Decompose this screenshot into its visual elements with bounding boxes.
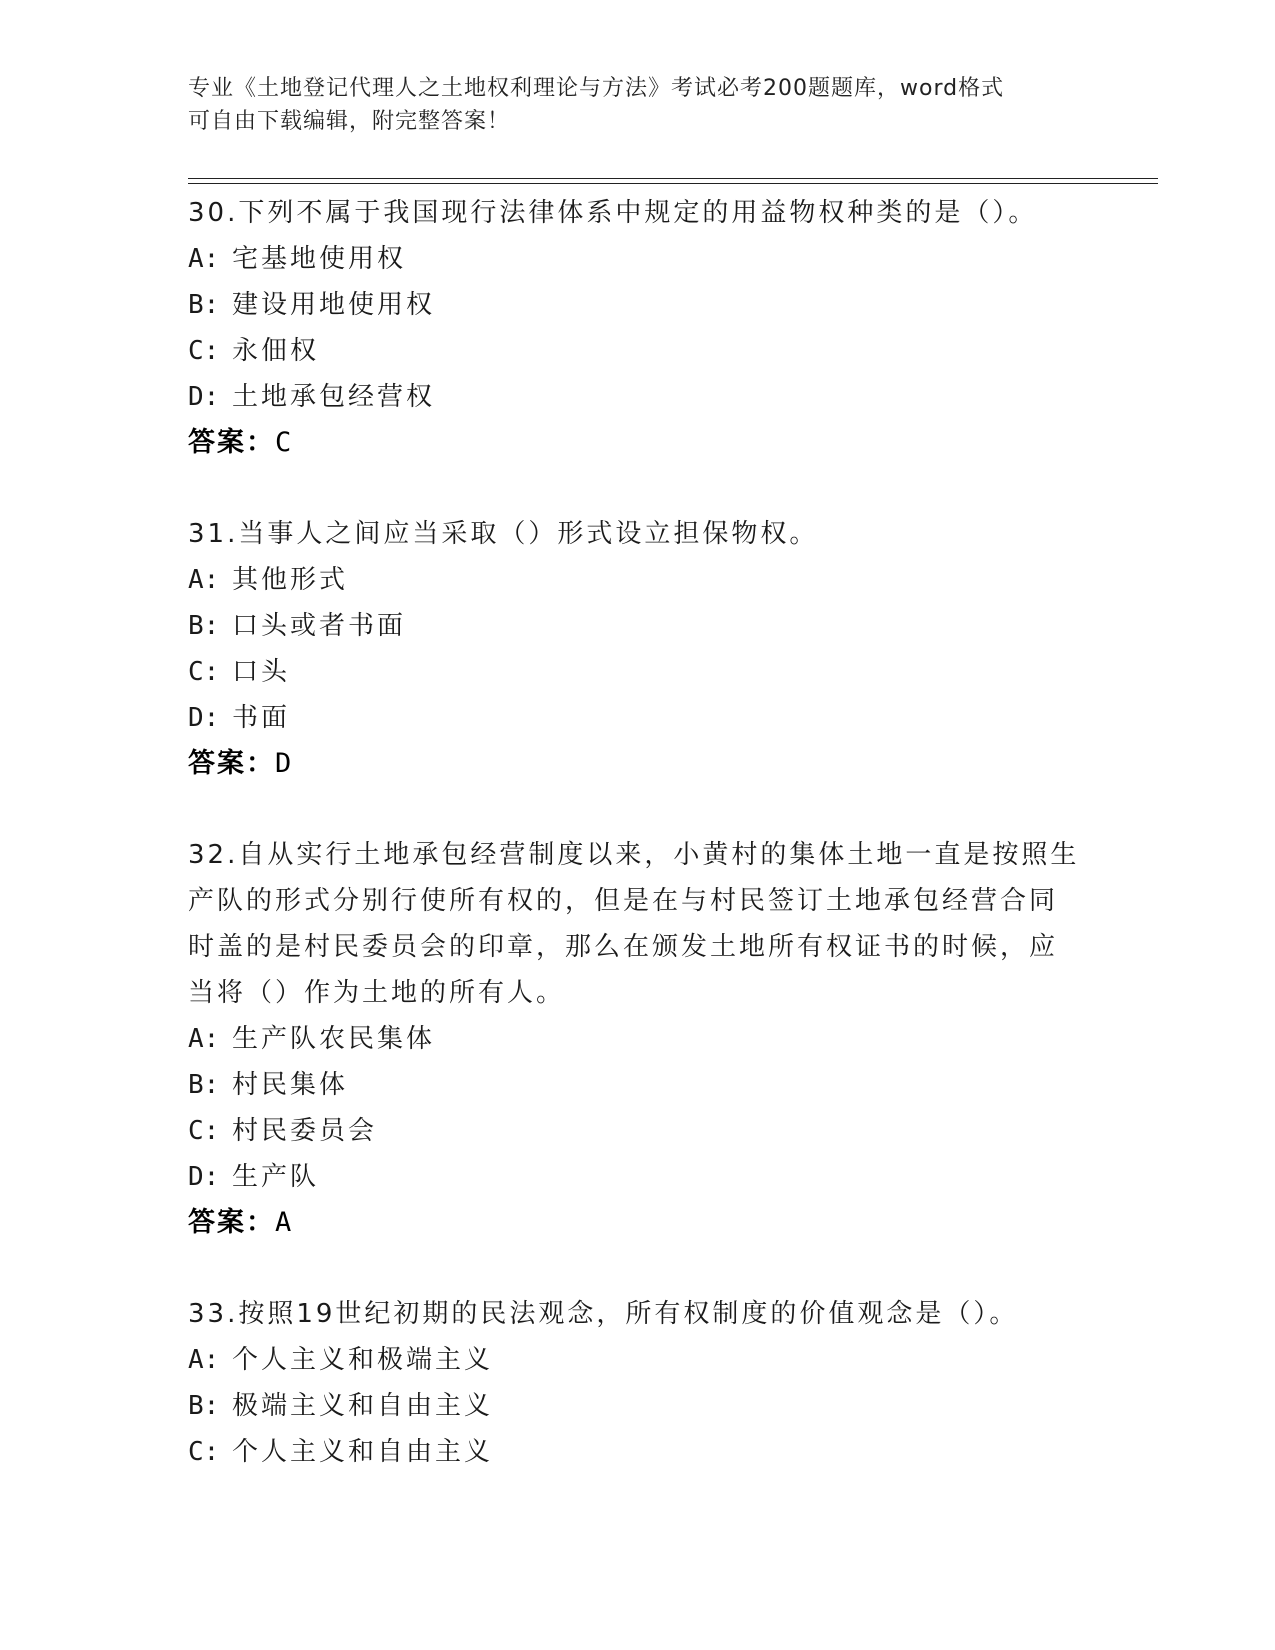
answer-label: 答案： xyxy=(188,427,275,458)
option-b xyxy=(188,1062,1088,1108)
question-stem-line: 当将（）作为土地的所有人。 xyxy=(188,978,566,1008)
option-d xyxy=(188,374,1088,420)
option-letter: C: xyxy=(188,657,220,687)
question-stem-line: 产队的形式分别行使所有权的，但是在与村民签订土地承包经营合同 xyxy=(188,886,1059,916)
answer-value: D xyxy=(275,748,294,779)
option-a xyxy=(188,236,1088,282)
option-a xyxy=(188,557,1088,603)
question-32 xyxy=(188,832,1088,1246)
answer-value: C xyxy=(275,427,294,458)
option-letter: A: xyxy=(188,1024,220,1054)
option-d xyxy=(188,1154,1088,1200)
option-b xyxy=(188,282,1088,328)
answer-value: A xyxy=(275,1207,294,1238)
option-text: 永佃权 xyxy=(232,336,320,366)
header-line-2: 可自由下载编辑，附完整答案！ xyxy=(188,109,511,134)
option-text: 村民委员会 xyxy=(232,1116,378,1146)
answer xyxy=(188,420,1088,466)
option-letter: B: xyxy=(188,290,220,320)
option-text: 土地承包经营权 xyxy=(232,382,436,412)
option-text: 其他形式 xyxy=(232,565,349,595)
option-a xyxy=(188,1016,1088,1062)
option-c xyxy=(188,1429,1088,1475)
option-text: 个人主义和自由主义 xyxy=(232,1437,494,1467)
option-letter: C: xyxy=(188,336,220,366)
option-text: 生产队 xyxy=(232,1162,320,1192)
document-header xyxy=(188,72,1088,138)
option-text: 宅基地使用权 xyxy=(232,244,407,274)
option-letter: A: xyxy=(188,1345,220,1375)
option-text: 村民集体 xyxy=(232,1070,349,1100)
question-stem: 30.下列不属于我国现行法律体系中规定的用益物权种类的是（）。 xyxy=(188,198,1038,228)
answer-label: 答案： xyxy=(188,1207,275,1238)
option-text: 生产队农民集体 xyxy=(232,1024,436,1054)
header-divider-bottom xyxy=(188,183,1158,184)
option-letter: B: xyxy=(188,1070,220,1100)
option-text: 口头或者书面 xyxy=(232,611,407,641)
question-33 xyxy=(188,1291,1088,1475)
option-letter: B: xyxy=(188,611,220,641)
option-letter: D: xyxy=(188,703,220,733)
answer xyxy=(188,741,1088,787)
answer-label: 答案： xyxy=(188,748,275,779)
answer xyxy=(188,1200,1088,1246)
option-d xyxy=(188,695,1088,741)
option-letter: C: xyxy=(188,1116,220,1146)
header-divider-top xyxy=(188,178,1158,179)
option-text: 极端主义和自由主义 xyxy=(232,1391,494,1421)
option-letter: B: xyxy=(188,1391,220,1421)
option-letter: A: xyxy=(188,565,220,595)
option-text: 个人主义和极端主义 xyxy=(232,1345,494,1375)
option-b xyxy=(188,603,1088,649)
option-letter: A: xyxy=(188,244,220,274)
option-c xyxy=(188,328,1088,374)
question-stem: 33.按照19世纪初期的民法观念，所有权制度的价值观念是（）。 xyxy=(188,1299,1019,1329)
option-letter: C: xyxy=(188,1437,220,1467)
option-letter: D: xyxy=(188,1162,220,1192)
question-stem: 31.当事人之间应当采取（）形式设立担保物权。 xyxy=(188,519,819,549)
header-line-1: 专业《土地登记代理人之土地权利理论与方法》考试必考200题题库，word格式 xyxy=(188,76,1005,101)
option-c xyxy=(188,649,1088,695)
question-30 xyxy=(188,190,1088,466)
question-stem-line: 时盖的是村民委员会的印章，那么在颁发土地所有权证书的时候，应 xyxy=(188,932,1059,962)
option-letter: D: xyxy=(188,382,220,412)
option-text: 口头 xyxy=(232,657,291,687)
question-list xyxy=(188,190,1088,1520)
question-31 xyxy=(188,511,1088,787)
option-a xyxy=(188,1337,1088,1383)
option-b xyxy=(188,1383,1088,1429)
option-text: 建设用地使用权 xyxy=(232,290,436,320)
option-text: 书面 xyxy=(232,703,291,733)
question-stem-line: 32.自从实行土地承包经营制度以来，小黄村的集体土地一直是按照生 xyxy=(188,840,1080,870)
option-c xyxy=(188,1108,1088,1154)
